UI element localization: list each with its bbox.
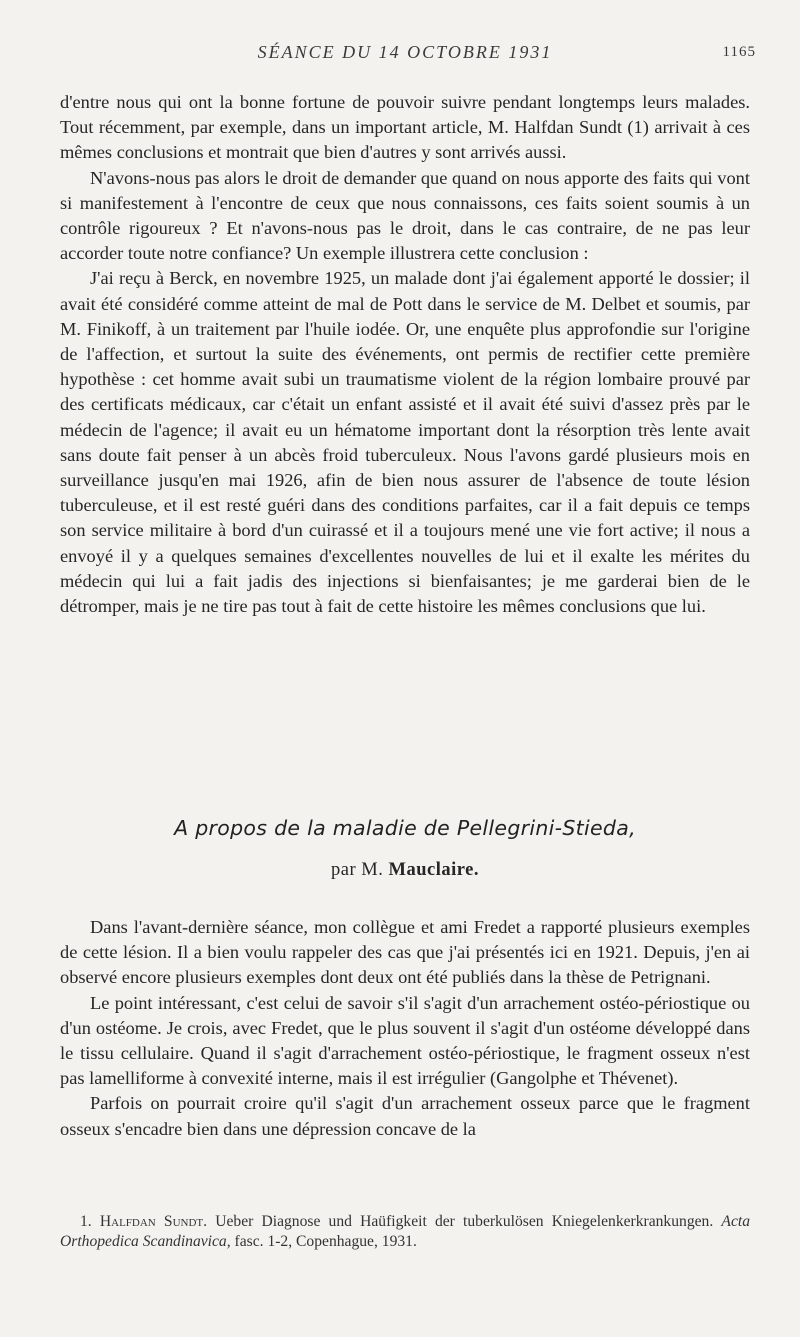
author-line <box>60 860 750 881</box>
paragraph: J'ai reçu à Berck, en novembre 1925, un malade dont j'ai également apporté le dossier; il avait été considéré comme atteint de mal de Pott dans le service de M. Delbet et soumis, par M. Finikoff, à un traitement par l'huile iodée. Or, une enquête plus approfondie sur l'origine de l'affection, et surtout la suite des événements, ont permis de rectifier cette première hypothèse : cet homme avait subi un traumatisme violent de la région lombaire prouvé par des certificats médicaux, car c'était un enfant assisté et il avait été suivi d'assez près par le médecin de l'agence; il avait eu un hématome important dont la résorption très lente avait sans doute fait penser à un abcès froid tuberculeux. Nous l'avons gardé plusieurs mois en surveillance jusqu'en mai 1926, afin de bien nous assurer de l'absence de toute lésion tuberculeuse, et il est resté guéri dans des conditions parfaites, car il a fait depuis ce temps son service militaire à bord d'un cuirassé et il a toujours mené une vie fort active; il nous a envoyé il y a quelques semaines d'excellentes nouvelles de lui et il exalte les mérites du médecin qui lui a fait jadis des injections si bienfaisantes; je me garderai bien de le détromper, mais je ne tire pas tout à fait de cette histoire les mêmes conclusions que lui. <box>60 268 750 617</box>
footnote-details: fasc. 1-2, Copenhague, 1931. <box>234 1233 417 1250</box>
footnote <box>60 1212 750 1252</box>
footnote-number: 1. <box>80 1213 92 1230</box>
paragraph: d'entre nous qui ont la bonne fortune de pouvoir suivre pendant longtemps leurs malades. Tout récemment, par exemple, dans un important article, M. Halfdan Sundt (1) arrivait à ces mêmes conclusions et montrait que bien d'autres y sont arrivés aussi. <box>60 92 750 163</box>
running-head <box>60 42 756 66</box>
author-name: Mauclaire. <box>388 860 479 880</box>
page-number: 1165 <box>722 44 756 60</box>
paragraph: N'avons-nous pas alors le droit de demander que quand on nous apporte des faits qui vont si manifestement à l'encontre de ceux que nous connaissons, ces faits soient soumis à un contrôle rigoureux ? Et n'avons-nous pas le droit, dans le cas contraire, de ne pas leur accorder toute notre confiance? Un exemple illustrera cette conclusion : <box>60 167 750 264</box>
footnote-author: Halfdan Sundt. <box>99 1213 208 1230</box>
running-title: SÉANCE DU 14 OCTOBRE 1931 <box>257 42 553 62</box>
footnote-journal: Acta Orthopedica Scandinavica, <box>60 1213 750 1250</box>
article-body <box>60 915 750 1142</box>
continuation-text <box>60 90 750 619</box>
article-title: A propos de la maladie de Pellegrini-Stieda, <box>174 816 636 840</box>
paragraph: Parfois on pourrait croire qu'il s'agit d'un arrachement osseux parce que le fragment osseux s'encadre bien dans une dépression concave de la <box>60 1093 750 1139</box>
document-page <box>60 0 756 1337</box>
author-prefix: par M. <box>331 860 384 880</box>
paragraph: Dans l'avant-dernière séance, mon collègue et ami Fredet a rapporté plusieurs exemples de cette lésion. Il a bien voulu rappeler des cas que j'ai présentés ici en 1921. Depuis, j'en ai observé encore plusieurs exemples dont deux ont été publiés dans la thèse de Petrignani. <box>60 917 750 988</box>
footnote-title: Ueber Diagnose und Haüfigkeit der tuberkulösen Kniegelenkerkrankungen. <box>215 1213 714 1230</box>
paragraph: Le point intéressant, c'est celui de savoir s'il s'agit d'un arrachement ostéo-périostique ou d'un ostéome. Je crois, avec Fredet, que le plus souvent il s'agit d'un ostéome développé dans le tissu cellulaire. Quand il s'agit d'arrachement ostéo-périostique, le fragment osseux n'est pas lamelliforme à convexité interne, mais il est irrégulier (Gangolphe et Thévenet). <box>60 992 750 1089</box>
